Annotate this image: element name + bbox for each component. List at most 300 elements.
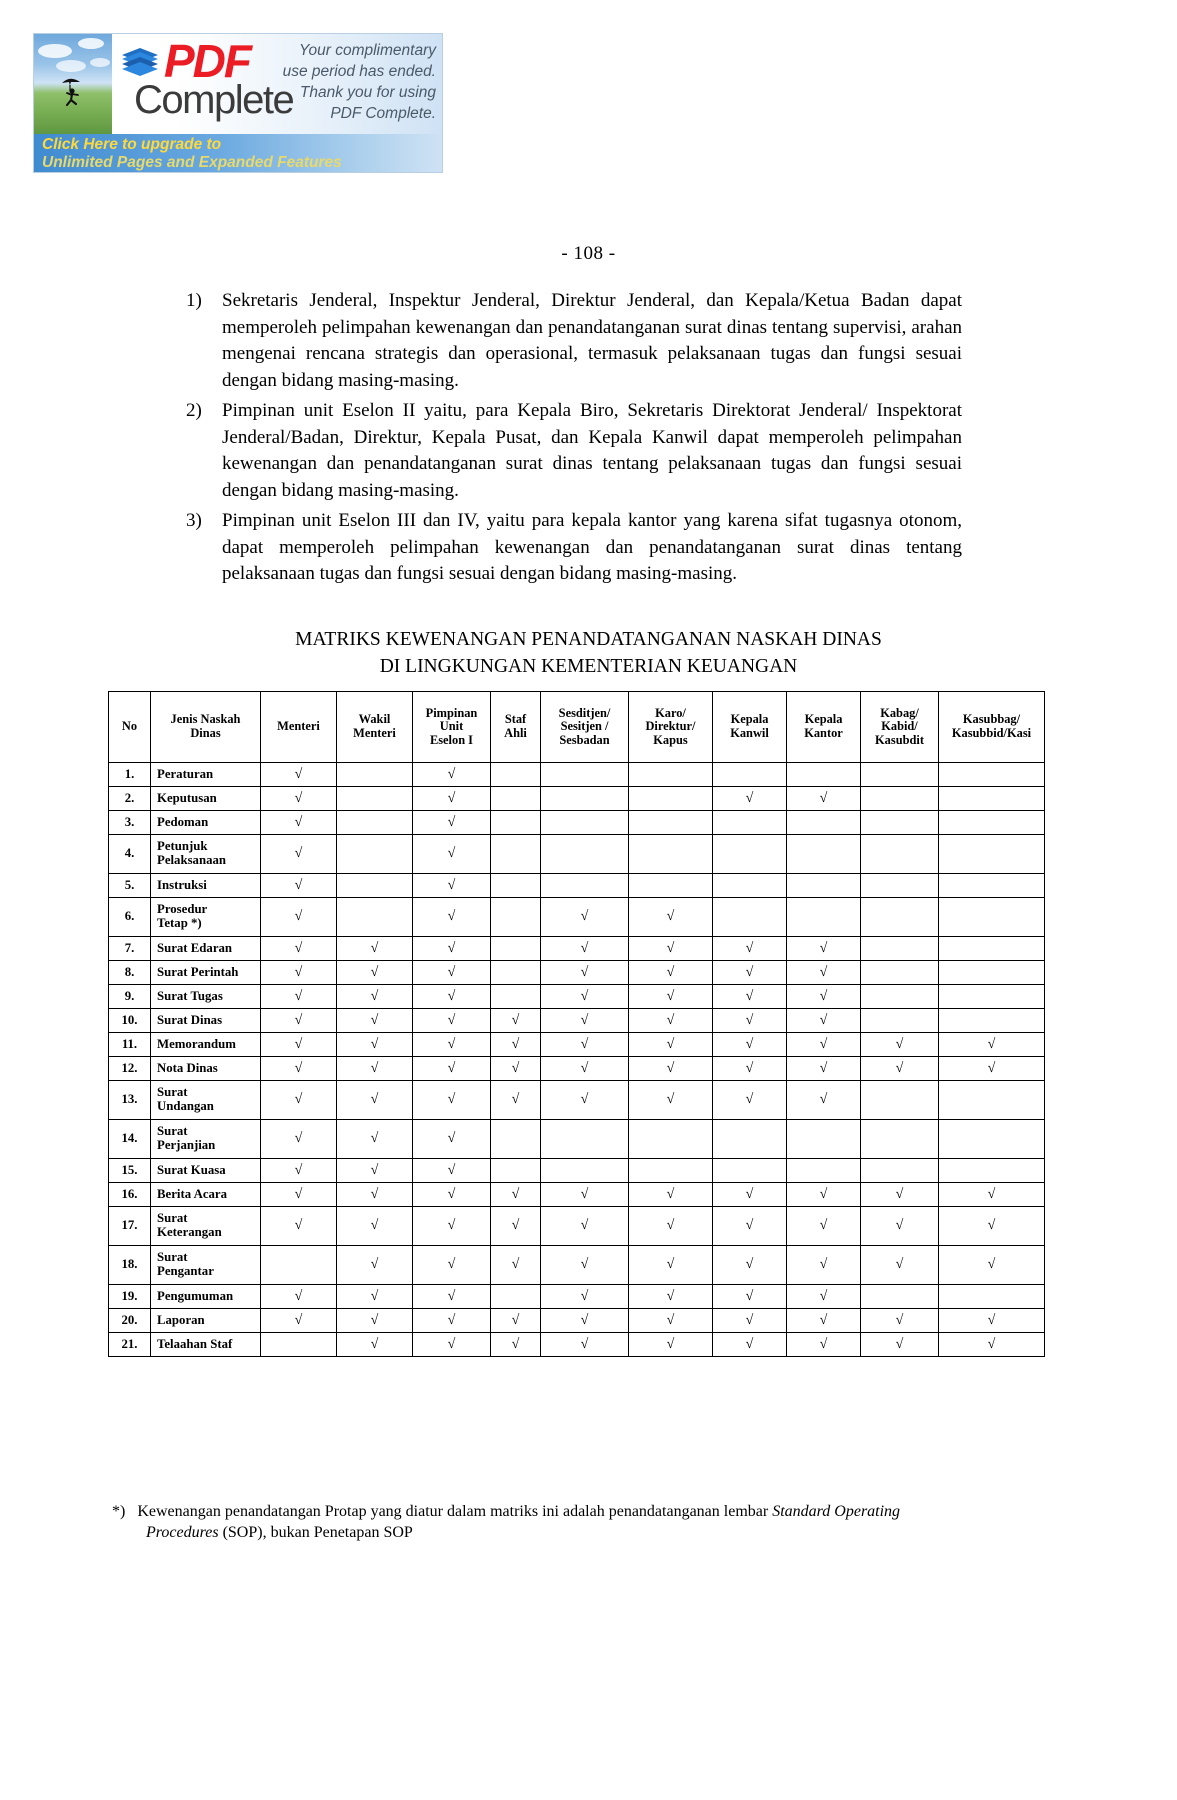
cell-empty	[541, 811, 629, 835]
cell-no: 20.	[109, 1309, 151, 1333]
banner-message-line-2: use period has ended.	[282, 63, 436, 80]
cell-check: √	[713, 1285, 787, 1309]
cell-empty	[861, 937, 939, 961]
cell-jenis-naskah-dinas: Surat Perjanjian	[151, 1120, 261, 1159]
cell-check: √	[713, 1033, 787, 1057]
cell-jenis-naskah-dinas: Telaahan Staf	[151, 1333, 261, 1357]
cell-no: 3.	[109, 811, 151, 835]
cell-empty	[491, 787, 541, 811]
cell-no: 8.	[109, 961, 151, 985]
cell-empty	[629, 787, 713, 811]
table-row	[109, 961, 1045, 985]
cell-check: √	[541, 985, 629, 1009]
cell-empty	[787, 874, 861, 898]
cell-check: √	[713, 1309, 787, 1333]
table-body	[109, 763, 1045, 1357]
column-header-kasubbag: Kasubbag/ Kasubbid/Kasi	[939, 692, 1045, 763]
cell-check: √	[491, 1246, 541, 1285]
cell-check: √	[413, 763, 491, 787]
cell-jenis-naskah-dinas: Laporan	[151, 1309, 261, 1333]
cell-empty	[861, 985, 939, 1009]
cell-check: √	[713, 787, 787, 811]
cell-check: √	[787, 1033, 861, 1057]
cell-no: 15.	[109, 1159, 151, 1183]
numbered-list	[186, 288, 962, 592]
cell-check: √	[261, 1033, 337, 1057]
cell-empty	[541, 1159, 629, 1183]
cell-empty	[861, 1159, 939, 1183]
cell-empty	[861, 787, 939, 811]
banner-message-line-3: Thank you for using	[299, 84, 436, 101]
cell-check: √	[491, 1033, 541, 1057]
page-number: - 108 -	[561, 243, 616, 264]
cell-check: √	[541, 1081, 629, 1120]
banner-expiry-message	[241, 40, 436, 124]
cell-empty	[939, 1081, 1045, 1120]
footnote	[112, 1501, 992, 1543]
cell-check: √	[337, 1333, 413, 1357]
cell-check: √	[261, 961, 337, 985]
table-row	[109, 1183, 1045, 1207]
table-row	[109, 835, 1045, 874]
table-row	[109, 811, 1045, 835]
cell-check: √	[629, 1033, 713, 1057]
cell-jenis-naskah-dinas: Keputusan	[151, 787, 261, 811]
list-item-marker: 2)	[186, 400, 202, 421]
cell-check: √	[261, 937, 337, 961]
cell-check: √	[491, 1207, 541, 1246]
cell-check: √	[939, 1309, 1045, 1333]
cell-check: √	[713, 1009, 787, 1033]
footnote-italic-2: Procedures	[146, 1524, 219, 1541]
cell-check: √	[541, 1333, 629, 1357]
cell-empty	[939, 1159, 1045, 1183]
cell-no: 1.	[109, 763, 151, 787]
cell-check: √	[413, 1033, 491, 1057]
column-header-jenis: Jenis Naskah Dinas	[151, 692, 261, 763]
cell-empty	[939, 961, 1045, 985]
cell-empty	[861, 763, 939, 787]
cell-jenis-naskah-dinas: Surat Keterangan	[151, 1207, 261, 1246]
cell-no: 7.	[109, 937, 151, 961]
cell-no: 12.	[109, 1057, 151, 1081]
cell-jenis-naskah-dinas: Peraturan	[151, 763, 261, 787]
cell-check: √	[939, 1033, 1045, 1057]
list-item	[186, 508, 962, 588]
cell-check: √	[939, 1333, 1045, 1357]
footnote-italic-1: Standard Operating	[772, 1503, 901, 1520]
cell-check: √	[413, 1285, 491, 1309]
cell-check: √	[491, 1309, 541, 1333]
cell-check: √	[713, 1333, 787, 1357]
cell-empty	[861, 835, 939, 874]
cell-empty	[861, 1009, 939, 1033]
cell-check: √	[541, 1057, 629, 1081]
cell-check: √	[491, 1081, 541, 1120]
cell-check: √	[787, 1333, 861, 1357]
cell-empty	[491, 874, 541, 898]
cell-check: √	[629, 1285, 713, 1309]
cell-no: 21.	[109, 1333, 151, 1357]
cell-jenis-naskah-dinas: Surat Tugas	[151, 985, 261, 1009]
cell-check: √	[413, 985, 491, 1009]
cta-line-2[interactable]: Unlimited Pages and Expanded Features	[42, 153, 342, 171]
cell-jenis-naskah-dinas: Surat Pengantar	[151, 1246, 261, 1285]
table-row	[109, 898, 1045, 937]
cell-no: 9.	[109, 985, 151, 1009]
cell-check: √	[413, 787, 491, 811]
cell-check: √	[629, 898, 713, 937]
cell-check: √	[787, 1285, 861, 1309]
cell-empty	[939, 874, 1045, 898]
cell-jenis-naskah-dinas: Surat Edaran	[151, 937, 261, 961]
table-row	[109, 1285, 1045, 1309]
cell-empty	[861, 1285, 939, 1309]
cell-check: √	[413, 1120, 491, 1159]
cell-empty	[939, 985, 1045, 1009]
cell-check: √	[541, 1033, 629, 1057]
table-row	[109, 787, 1045, 811]
cell-empty	[629, 835, 713, 874]
cell-empty	[337, 898, 413, 937]
table-row	[109, 985, 1045, 1009]
footnote-text-part-2: (SOP), bukan Penetapan SOP	[218, 1524, 413, 1541]
upgrade-call-to-action-link[interactable]	[34, 134, 442, 172]
cell-empty	[491, 763, 541, 787]
cell-check: √	[261, 898, 337, 937]
cell-check: √	[413, 961, 491, 985]
cell-empty	[541, 787, 629, 811]
cell-check: √	[337, 1285, 413, 1309]
cell-check: √	[413, 835, 491, 874]
cell-check: √	[939, 1207, 1045, 1246]
cell-no: 10.	[109, 1009, 151, 1033]
cell-check: √	[337, 985, 413, 1009]
cta-line-1[interactable]: Click Here to upgrade to	[42, 136, 222, 153]
cell-empty	[337, 763, 413, 787]
cell-check: √	[337, 1081, 413, 1120]
cell-check: √	[713, 937, 787, 961]
pdf-complete-watermark-banner[interactable]	[33, 33, 443, 173]
cell-check: √	[861, 1246, 939, 1285]
cell-empty	[491, 985, 541, 1009]
logo-complete-text: Complete	[134, 78, 294, 122]
cell-check: √	[261, 874, 337, 898]
cell-empty	[939, 1009, 1045, 1033]
cell-check: √	[787, 985, 861, 1009]
cell-check: √	[491, 1333, 541, 1357]
cell-jenis-naskah-dinas: Pengumuman	[151, 1285, 261, 1309]
cell-empty	[541, 763, 629, 787]
cell-no: 13.	[109, 1081, 151, 1120]
cell-check: √	[261, 985, 337, 1009]
cell-no: 2.	[109, 787, 151, 811]
cell-check: √	[713, 1081, 787, 1120]
table-row	[109, 1033, 1045, 1057]
table-row	[109, 763, 1045, 787]
cell-empty	[861, 1120, 939, 1159]
cell-check: √	[261, 763, 337, 787]
cell-check: √	[629, 985, 713, 1009]
cell-check: √	[861, 1333, 939, 1357]
cell-empty	[713, 1120, 787, 1159]
cell-check: √	[337, 1183, 413, 1207]
cell-jenis-naskah-dinas: Surat Perintah	[151, 961, 261, 985]
cell-empty	[491, 835, 541, 874]
cell-check: √	[713, 1057, 787, 1081]
cell-check: √	[787, 1207, 861, 1246]
cell-empty	[787, 763, 861, 787]
cell-check: √	[939, 1246, 1045, 1285]
matrix-title-line-2: DI LINGKUNGAN KEMENTERIAN KEUANGAN	[379, 656, 798, 677]
cell-empty	[861, 898, 939, 937]
jumping-man-with-umbrella-icon	[58, 74, 90, 108]
cell-empty	[337, 787, 413, 811]
list-item-marker: 1)	[186, 290, 202, 311]
cell-check: √	[861, 1207, 939, 1246]
cell-check: √	[787, 1309, 861, 1333]
cell-check: √	[787, 961, 861, 985]
cell-check: √	[629, 1009, 713, 1033]
footnote-text-part-1: Kewenangan penandatangan Protap yang diatur dalam matriks ini adalah penandatanganan lembar	[137, 1503, 773, 1520]
cell-check: √	[413, 898, 491, 937]
cell-check: √	[337, 1246, 413, 1285]
cell-empty	[629, 874, 713, 898]
cell-empty	[541, 874, 629, 898]
table-row	[109, 1081, 1045, 1120]
cell-empty	[629, 1159, 713, 1183]
cell-empty	[261, 1333, 337, 1357]
list-item-text: Pimpinan unit Eselon II yaitu, para Kepala Biro, Sekretaris Direktorat Jenderal/ Inspektorat Jenderal/Badan, Direktur, Kepala Pusat, dan Kepala Kanwil dapat memperoleh pelimpahan kewenangan dan penandatanganan surat dinas tentang pelaksanaan tugas dan fungsi sesuai dengan bidang masing-masing.	[222, 400, 962, 501]
cell-check: √	[787, 1057, 861, 1081]
cell-check: √	[861, 1057, 939, 1081]
cell-jenis-naskah-dinas: Instruksi	[151, 874, 261, 898]
cell-check: √	[337, 1159, 413, 1183]
list-item	[186, 288, 962, 394]
cell-jenis-naskah-dinas: Nota Dinas	[151, 1057, 261, 1081]
cell-check: √	[337, 937, 413, 961]
cell-jenis-naskah-dinas: Surat Kuasa	[151, 1159, 261, 1183]
cell-empty	[939, 811, 1045, 835]
cell-no: 16.	[109, 1183, 151, 1207]
cell-empty	[337, 811, 413, 835]
footnote-marker: *)	[112, 1503, 126, 1520]
cell-check: √	[261, 1309, 337, 1333]
cell-empty	[713, 898, 787, 937]
cell-check: √	[261, 787, 337, 811]
cell-check: √	[413, 1246, 491, 1285]
banner-message-line-4: PDF Complete.	[330, 105, 436, 122]
cell-empty	[939, 937, 1045, 961]
cell-empty	[861, 811, 939, 835]
cell-empty	[629, 811, 713, 835]
cell-check: √	[629, 1333, 713, 1357]
list-item-marker: 3)	[186, 510, 202, 531]
column-header-wakil-menteri: Wakil Menteri	[337, 692, 413, 763]
cell-empty	[629, 1120, 713, 1159]
matrix-title-line-1: MATRIKS KEWENANGAN PENANDATANGANAN NASKAH DINAS	[295, 629, 882, 650]
cell-check: √	[541, 937, 629, 961]
banner-message-line-1: Your complimentary	[299, 42, 436, 59]
cell-check: √	[629, 1183, 713, 1207]
cell-empty	[861, 874, 939, 898]
cell-check: √	[939, 1057, 1045, 1081]
cell-check: √	[629, 1057, 713, 1081]
cell-check: √	[337, 961, 413, 985]
cell-empty	[491, 898, 541, 937]
cell-empty	[713, 1159, 787, 1183]
cell-check: √	[413, 1183, 491, 1207]
cell-check: √	[713, 961, 787, 985]
cell-empty	[541, 1120, 629, 1159]
logo-pdf-text: PDF	[164, 35, 250, 87]
cell-check: √	[413, 1207, 491, 1246]
cell-check: √	[261, 1183, 337, 1207]
cell-check: √	[261, 1120, 337, 1159]
cell-check: √	[787, 1009, 861, 1033]
cell-check: √	[629, 937, 713, 961]
table-row	[109, 937, 1045, 961]
cell-empty	[541, 835, 629, 874]
cell-check: √	[261, 1081, 337, 1120]
cell-check: √	[713, 1207, 787, 1246]
cell-check: √	[713, 985, 787, 1009]
banner-photo-thumbnail	[34, 34, 112, 136]
cell-check: √	[413, 1057, 491, 1081]
cell-check: √	[629, 1309, 713, 1333]
table-row	[109, 1057, 1045, 1081]
cell-empty	[491, 1120, 541, 1159]
cell-empty	[939, 1285, 1045, 1309]
cell-no: 17.	[109, 1207, 151, 1246]
cell-check: √	[413, 811, 491, 835]
cell-check: √	[337, 1033, 413, 1057]
cell-check: √	[261, 811, 337, 835]
cell-no: 5.	[109, 874, 151, 898]
cell-check: √	[413, 1333, 491, 1357]
cell-empty	[939, 898, 1045, 937]
cell-check: √	[491, 1009, 541, 1033]
cell-check: √	[787, 937, 861, 961]
cell-empty	[491, 811, 541, 835]
column-header-kabag: Kabag/ Kabid/ Kasubdit	[861, 692, 939, 763]
cell-check: √	[413, 937, 491, 961]
cell-empty	[491, 937, 541, 961]
table-row	[109, 1207, 1045, 1246]
cell-check: √	[491, 1057, 541, 1081]
cell-no: 18.	[109, 1246, 151, 1285]
cell-jenis-naskah-dinas: Berita Acara	[151, 1183, 261, 1207]
column-header-menteri: Menteri	[261, 692, 337, 763]
column-header-pimpinan-unit-eselon-i: Pimpinan Unit Eselon I	[413, 692, 491, 763]
cell-check: √	[413, 1309, 491, 1333]
cell-empty	[939, 787, 1045, 811]
cell-check: √	[787, 787, 861, 811]
cell-check: √	[261, 1285, 337, 1309]
column-header-kepala-kantor: Kepala Kantor	[787, 692, 861, 763]
cell-jenis-naskah-dinas: Surat Dinas	[151, 1009, 261, 1033]
cell-empty	[787, 811, 861, 835]
cell-check: √	[541, 898, 629, 937]
cell-check: √	[713, 1246, 787, 1285]
cell-empty	[713, 763, 787, 787]
column-header-no: No	[109, 692, 151, 763]
cell-check: √	[787, 1081, 861, 1120]
matrix-title	[0, 626, 1177, 680]
cell-check: √	[337, 1009, 413, 1033]
cell-jenis-naskah-dinas: Surat Undangan	[151, 1081, 261, 1120]
cell-check: √	[337, 1057, 413, 1081]
cell-empty	[713, 874, 787, 898]
cell-no: 14.	[109, 1120, 151, 1159]
cell-check: √	[261, 1159, 337, 1183]
list-item	[186, 398, 962, 504]
table-row	[109, 1159, 1045, 1183]
cell-jenis-naskah-dinas: Prosedur Tetap *)	[151, 898, 261, 937]
cell-empty	[713, 835, 787, 874]
table-row	[109, 1246, 1045, 1285]
cell-empty	[861, 1081, 939, 1120]
cell-check: √	[337, 1309, 413, 1333]
cell-check: √	[541, 1309, 629, 1333]
table-row	[109, 1009, 1045, 1033]
cell-empty	[337, 874, 413, 898]
column-header-karo: Karo/ Direktur/ Kapus	[629, 692, 713, 763]
cell-jenis-naskah-dinas: Memorandum	[151, 1033, 261, 1057]
cell-check: √	[541, 1183, 629, 1207]
cell-check: √	[629, 1081, 713, 1120]
cell-check: √	[713, 1183, 787, 1207]
cell-check: √	[541, 1207, 629, 1246]
cell-empty	[939, 763, 1045, 787]
cell-empty	[787, 1120, 861, 1159]
cell-check: √	[413, 1159, 491, 1183]
cell-check: √	[261, 1207, 337, 1246]
banner-top	[34, 34, 442, 136]
table-row	[109, 1333, 1045, 1357]
cell-empty	[787, 898, 861, 937]
table-row	[109, 1120, 1045, 1159]
cell-check: √	[861, 1309, 939, 1333]
column-header-kepala-kanwil: Kepala Kanwil	[713, 692, 787, 763]
authority-matrix-table	[108, 691, 1045, 1357]
cell-check: √	[413, 1009, 491, 1033]
cell-check: √	[337, 1207, 413, 1246]
column-header-staf-ahli: Staf Ahli	[491, 692, 541, 763]
cell-check: √	[413, 874, 491, 898]
cell-jenis-naskah-dinas: Pedoman	[151, 811, 261, 835]
matrix-table-container	[108, 691, 1032, 1357]
cell-check: √	[787, 1183, 861, 1207]
cell-check: √	[629, 961, 713, 985]
cell-check: √	[541, 1246, 629, 1285]
cell-jenis-naskah-dinas: Petunjuk Pelaksanaan	[151, 835, 261, 874]
cell-check: √	[939, 1183, 1045, 1207]
cell-empty	[939, 835, 1045, 874]
list-item-text: Pimpinan unit Eselon III dan IV, yaitu para kepala kantor yang karena sifat tugasnya otonom, dapat memperoleh pelimpahan kewenangan dan penandatanganan surat dinas tentang pelaksanaan tugas dan fungsi sesuai dengan bidang masing-masing.	[222, 510, 962, 584]
cell-check: √	[491, 1183, 541, 1207]
cell-check: √	[861, 1033, 939, 1057]
cell-empty	[939, 1120, 1045, 1159]
cell-empty	[629, 763, 713, 787]
cell-check: √	[629, 1246, 713, 1285]
cell-check: √	[261, 1009, 337, 1033]
cell-empty	[491, 1159, 541, 1183]
cell-check: √	[541, 1285, 629, 1309]
cell-empty	[787, 835, 861, 874]
cell-no: 6.	[109, 898, 151, 937]
cell-check: √	[629, 1207, 713, 1246]
